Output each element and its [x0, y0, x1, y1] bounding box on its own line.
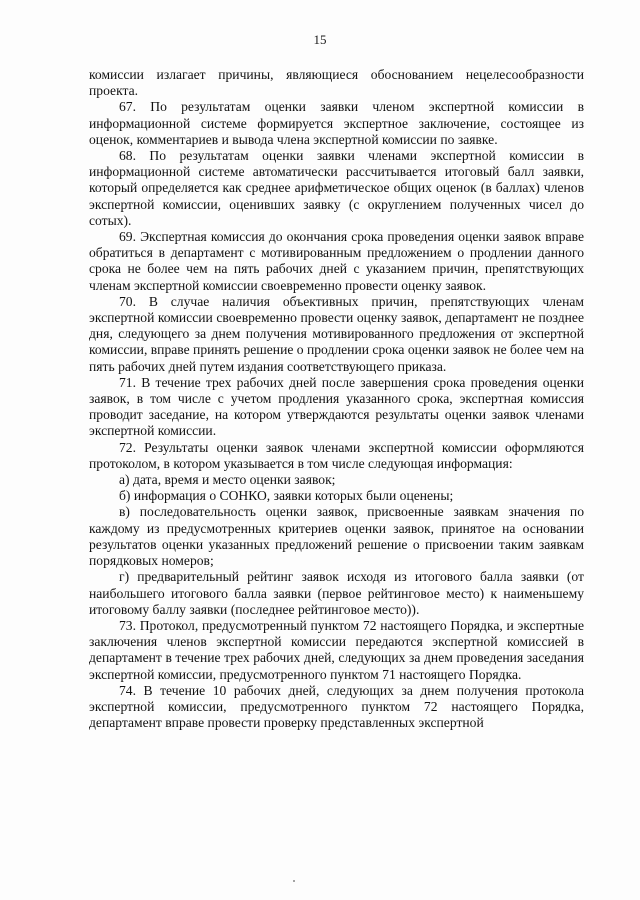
paragraph-67: 67. По результатам оценки заявки членом экспертной комиссии в информационной системе формируется экспертное заключение, состоящее из оценок, комментариев и вывода члена экспертной комиссии по заявке. [89, 99, 584, 147]
scan-speck [293, 880, 295, 882]
paragraph-69: 69. Экспертная комиссия до окончания срока проведения оценки заявок вправе обратиться в департамент с мотивированным предложением о продлении данного срока не более чем на пять рабочих дней с указанием причин, препятствующих членам экспертной комиссии своевременно провести оценку заявок. [89, 229, 584, 293]
paragraph-72-item-v: в) последовательность оценки заявок, присвоенные заявкам значения по каждому из предусмотренных критериев оценки заявок, принятое на основании результатов оценки указанных предложений решение о присвоении таким заявкам порядковых номеров; [89, 504, 584, 569]
paragraph-72-item-g: г) предварительный рейтинг заявок исходя из итогового балла заявки (от наибольшего итогового балла заявки (первое рейтинговое место) к наименьшему итоговому баллу заявки (последнее рейтинговое место)). [89, 569, 584, 617]
document-body [89, 67, 584, 731]
paragraph-70: 70. В случае наличия объективных причин, препятствующих членам экспертной комиссии своевременно провести оценку заявок, департамент не позднее дня, следующего за днем получения мотивированного предложения от экспертной комиссии, вправе принять решение о продлении срока оценки заявок не более чем на пять рабочих дней путем издания соответствующего приказа. [89, 293, 584, 374]
paragraph-73: 73. Протокол, предусмотренный пунктом 72 настоящего Порядка, и экспертные заключения членов экспертной комиссии передаются экспертной комиссией в департамент в течение трех рабочих дней, следующих за днем проведения заседания экспертной комиссии, предусмотренного пунктом 71 настоящего Порядка. [89, 617, 584, 682]
paragraph-71: 71. В течение трех рабочих дней после завершения срока проведения оценки заявок, в том числе с учетом продления указанного срока, экспертная комиссия проводит заседание, на котором утверждаются результаты оценки заявок членами экспертной комиссии. [89, 374, 584, 439]
paragraph-66-continuation: комиссии излагает причины, являющиеся обоснованием нецелесообразности проекта. [89, 67, 584, 99]
paragraph-74: 74. В течение 10 рабочих дней, следующих за днем получения протокола экспертной комиссии, предусмотренного пунктом 72 настоящего Порядка, департамент вправе провести проверку представленных экспертной [89, 682, 584, 731]
paragraph-72-item-a: а) дата, время и место оценки заявок; [119, 472, 336, 488]
paragraph-68: 68. По результатам оценки заявки членами экспертной комиссии в информационной системе автоматически рассчитывается итоговый балл заявки, который определяется как среднее арифметическое общих оценок (в баллах) членов экспертной комиссии, оценивших заявку (с округлением полученных чисел до сотых). [89, 148, 584, 228]
paragraph-72: 72. Результаты оценки заявок членами экспертной комиссии оформляются протоколом, в котором указывается в том числе следующая информация: [89, 439, 584, 471]
page-number: 15 [313, 32, 327, 47]
paragraph-72-item-b: б) информация о СОНКО, заявки которых были оценены; [119, 488, 454, 504]
